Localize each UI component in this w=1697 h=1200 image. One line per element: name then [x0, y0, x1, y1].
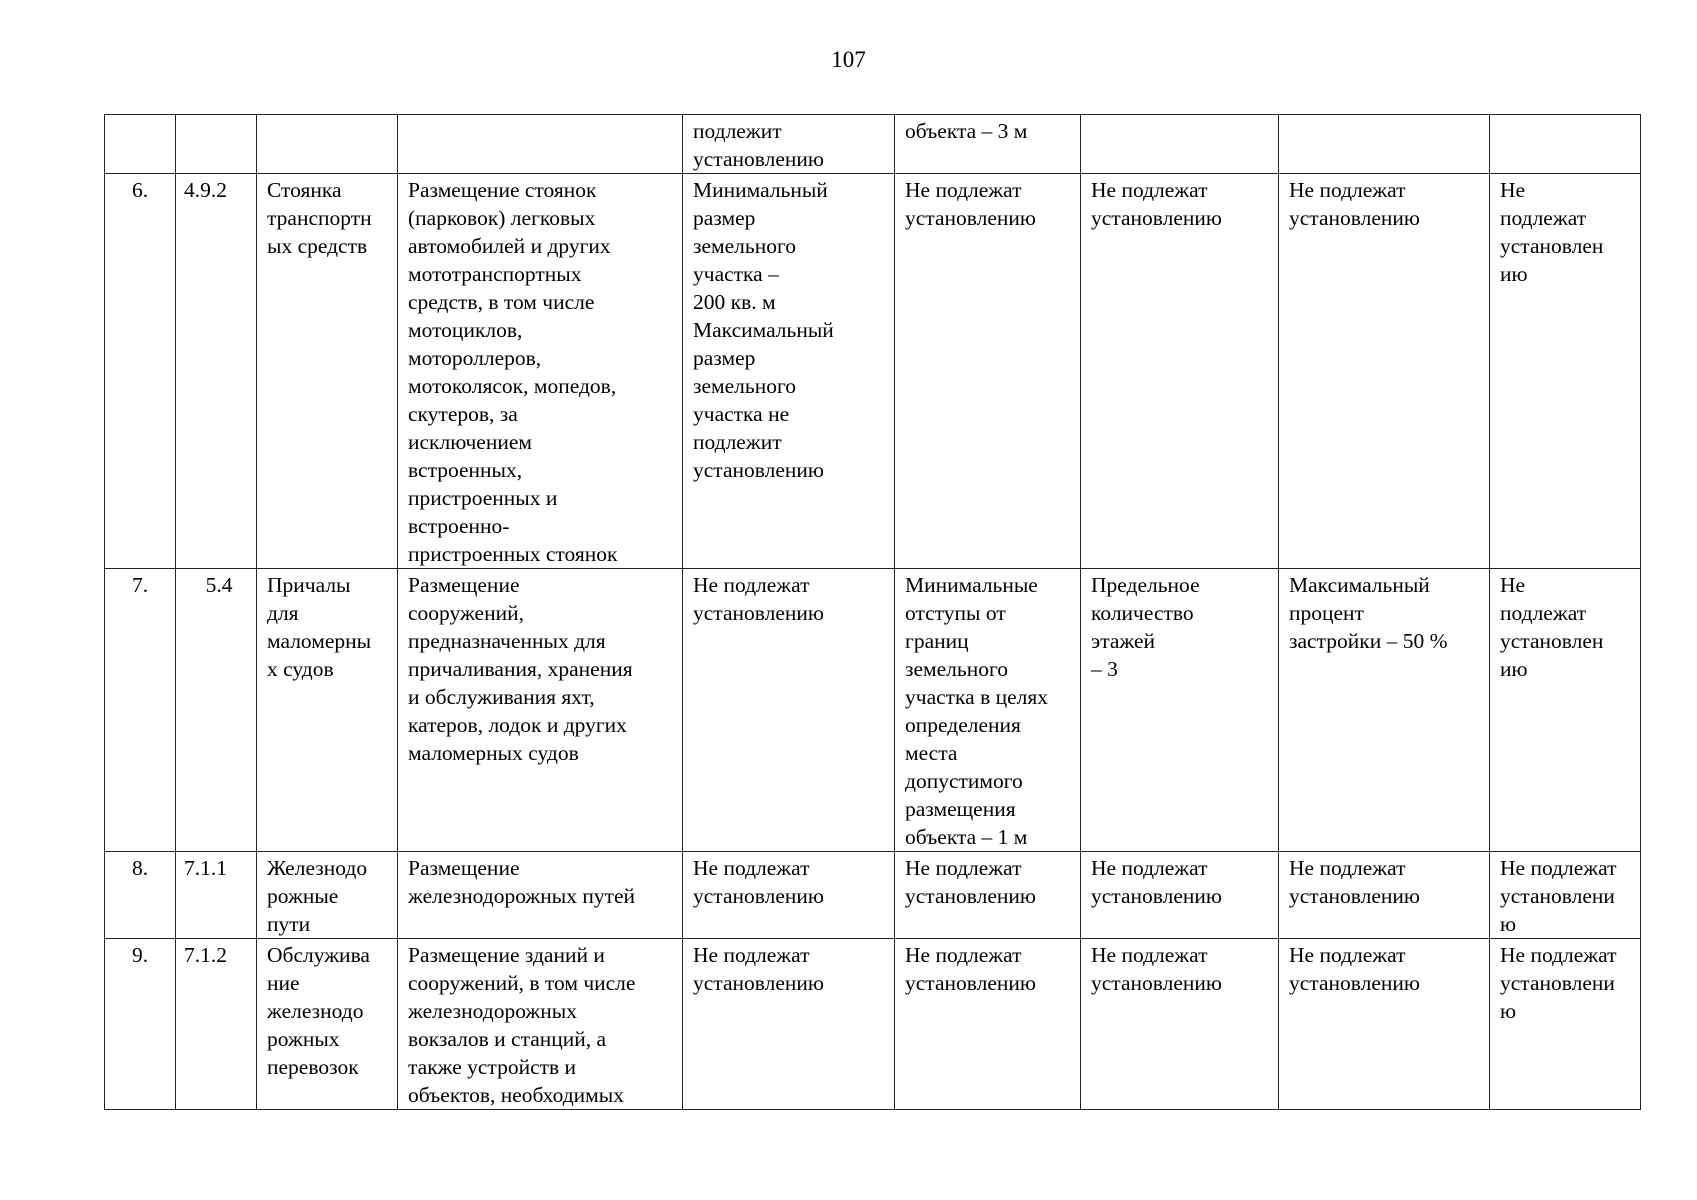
use-code-cell: 7.1.2 — [176, 939, 257, 1110]
use-name-cell — [257, 115, 398, 174]
coverage-cell — [1279, 115, 1490, 174]
setbacks-cell: Не подлежат установлению — [895, 939, 1081, 1110]
page-number: 107 — [831, 47, 866, 72]
coverage-cell: Не подлежат установлению — [1279, 852, 1490, 939]
row-number-cell: 8. — [105, 852, 176, 939]
other-cell: Не подлежат установлен ию — [1490, 569, 1641, 852]
plot-size-cell: Не подлежат установлению — [683, 852, 895, 939]
table-row — [105, 115, 1641, 174]
setbacks-cell: Минимальные отступы от границ земельного участка в целях определения места допустимого размещения объекта – 1 м — [895, 569, 1081, 852]
row-number-cell: 9. — [105, 939, 176, 1110]
plot-size-cell: Не подлежат установлению — [683, 939, 895, 1110]
row-number-cell — [105, 115, 176, 174]
use-name-cell: Причалы для маломерны х судов — [257, 569, 398, 852]
table-row — [105, 569, 1641, 852]
use-name-cell: Железнодо рожные пути — [257, 852, 398, 939]
other-cell — [1490, 115, 1641, 174]
row-number-cell: 6. — [105, 174, 176, 569]
use-description-cell: Размещение стоянок (парковок) легковых автомобилей и других мототранспортных средств, в том числе мотоциклов, мотороллеров, мотоколясок, мопедов, скутеров, за исключением встроенных, пристроенных и встроенно- пристроенных стоянок — [398, 174, 683, 569]
floors-cell: Предельное количество этажей – 3 — [1081, 569, 1279, 852]
use-code-cell — [176, 115, 257, 174]
use-code-cell: 5.4 — [176, 569, 257, 852]
setbacks-cell: Не подлежат установлению — [895, 852, 1081, 939]
plot-size-cell: Не подлежат установлению — [683, 569, 895, 852]
use-description-cell — [398, 115, 683, 174]
table-row — [105, 852, 1641, 939]
row-number-cell: 7. — [105, 569, 176, 852]
floors-cell — [1081, 115, 1279, 174]
use-name-cell: Стоянка транспортн ых средств — [257, 174, 398, 569]
floors-cell: Не подлежат установлению — [1081, 939, 1279, 1110]
plot-size-cell: подлежит установлению — [683, 115, 895, 174]
setbacks-cell: объекта – 3 м — [895, 115, 1081, 174]
other-cell: Не подлежат установлени ю — [1490, 939, 1641, 1110]
other-cell: Не подлежат установлени ю — [1490, 852, 1641, 939]
table-row — [105, 939, 1641, 1110]
use-description-cell: Размещение сооружений, предназначенных для причаливания, хранения и обслуживания яхт, катеров, лодок и других маломерных судов — [398, 569, 683, 852]
setbacks-cell: Не подлежат установлению — [895, 174, 1081, 569]
use-code-cell: 7.1.1 — [176, 852, 257, 939]
floors-cell: Не подлежат установлению — [1081, 852, 1279, 939]
plot-size-cell: Минимальный размер земельного участка – 200 кв. м Максимальный размер земельного участка не подлежит установлению — [683, 174, 895, 569]
use-description-cell: Размещение железнодорожных путей — [398, 852, 683, 939]
coverage-cell: Не подлежат установлению — [1279, 174, 1490, 569]
regulations-table — [104, 114, 1641, 1110]
other-cell: Не подлежат установлен ию — [1490, 174, 1641, 569]
use-code-cell: 4.9.2 — [176, 174, 257, 569]
floors-cell: Не подлежат установлению — [1081, 174, 1279, 569]
use-name-cell: Обслужива ние железнодо рожных перевозок — [257, 939, 398, 1110]
table-row — [105, 174, 1641, 569]
coverage-cell: Не подлежат установлению — [1279, 939, 1490, 1110]
use-description-cell: Размещение зданий и сооружений, в том числе железнодорожных вокзалов и станций, а также устройств и объектов, необходимых — [398, 939, 683, 1110]
coverage-cell: Максимальный процент застройки – 50 % — [1279, 569, 1490, 852]
